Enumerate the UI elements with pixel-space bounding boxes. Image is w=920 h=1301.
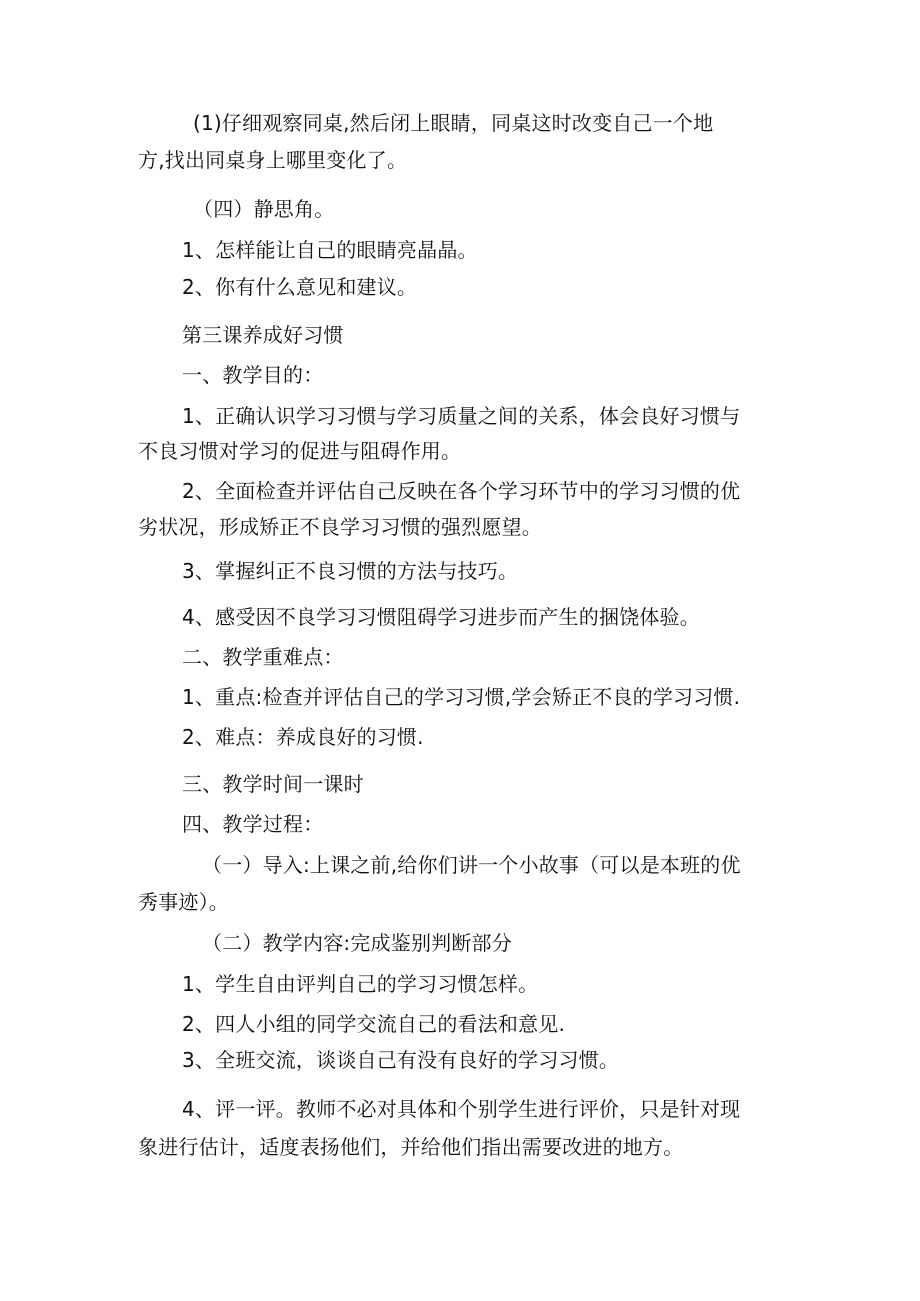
list-item: 1、学生自由评判自己的学习习惯怎样。	[182, 972, 539, 996]
section-heading-process: 四、教学过程：	[182, 812, 324, 836]
paragraph-intro-continuation: 秀事迹）。	[138, 890, 229, 914]
list-item: 1、重点:检查并评估自己的学习习惯,学会矫正不良的学习习惯.	[182, 685, 741, 709]
paragraph-line-2: 方,找出同桌身上哪里变化了。	[138, 148, 408, 172]
list-item: 2、你有什么意见和建议。	[182, 275, 418, 299]
list-item: 2、四人小组的同学交流自己的看法和意见.	[182, 1012, 566, 1036]
list-item-continuation: 象进行估计，适度表扬他们，并给他们指出需要改进的地方。	[138, 1135, 684, 1159]
list-item: 3、掌握纠正不良习惯的方法与技巧。	[182, 559, 519, 583]
list-item: 2、全面检查并评估自己反映在各个学习环节中的学习习惯的优	[182, 479, 741, 503]
list-item: 4、感受因不良学习习惯阻碍学习进步而产生的捆饶体验。	[182, 605, 700, 629]
paragraph-content: （二）教学内容:完成鉴别判断部分	[202, 931, 512, 955]
section-heading-goals: 一、教学目的：	[182, 363, 324, 387]
paragraph-intro: （一）导入:上课之前,给你们讲一个小故事（可以是本班的优	[202, 853, 741, 877]
list-item: 3、全班交流，谈谈自己有没有良好的学习习惯。	[182, 1048, 620, 1072]
list-item: 4、评一评。教师不必对具体和个别学生进行评价，只是针对现	[182, 1097, 741, 1121]
list-item-continuation: 不良习惯对学习的促进与阻碍作用。	[138, 439, 462, 463]
section-heading-time: 三、教学时间一课时	[182, 772, 364, 796]
list-item-continuation: 劣状况，形成矫正不良学习习惯的强烈愿望。	[138, 515, 542, 539]
paragraph-line-1: (1)仔细观察同桌,然后闭上眼睛，同桌这时改变自己一个地	[193, 111, 714, 135]
list-item: 1、怎样能让自己的眼睛亮晶晶。	[182, 238, 478, 262]
list-item: 2、难点：养成良好的习惯.	[182, 725, 424, 749]
section-heading-jingsijiao: （四）静思角。	[193, 197, 335, 221]
lesson-title: 第三课养成好习惯	[182, 323, 344, 347]
section-heading-key-points: 二、教学重难点：	[182, 645, 344, 669]
list-item: 1、正确认识学习习惯与学习质量之间的关系，体会良好习惯与	[182, 404, 741, 428]
